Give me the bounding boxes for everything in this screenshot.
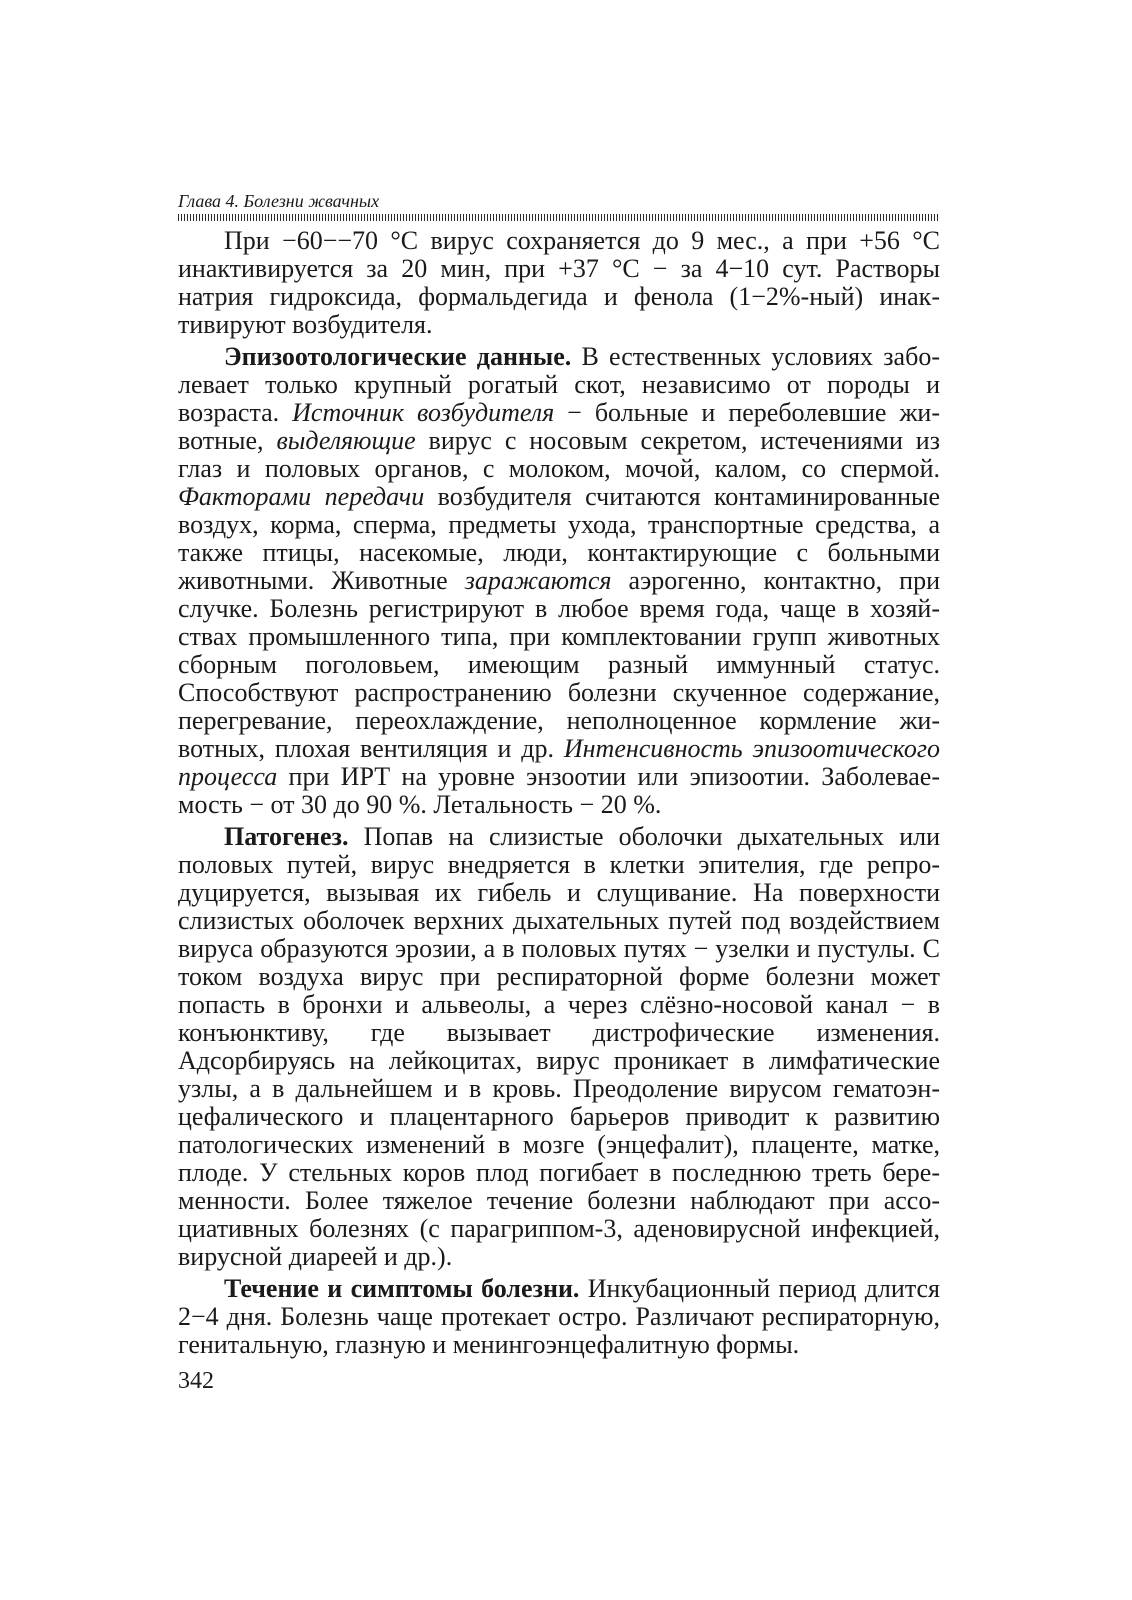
emphasis-term: заражаются (464, 566, 612, 595)
emphasis-term: Источник возбудителя (292, 398, 555, 427)
section-heading: Эпизоотологические данные. (224, 342, 572, 371)
paragraph-pathogenesis (178, 823, 940, 1271)
paragraph-virus-resistance (178, 227, 940, 339)
emphasis-term: Факторами передачи (178, 482, 425, 511)
page-number: 342 (178, 1368, 214, 1394)
emphasis-term: Интенсивность эпизоотического процесса (178, 734, 940, 791)
section-heading: Патогенез. (224, 822, 349, 851)
text-run: В естественных условиях заболевает только крупный рогатый скот, независимо от породы и возраста. (178, 342, 940, 427)
text-run: Инкубационный период длится 2−4 дня. Болезнь чаще протекает остро. Различают респираторную, генитальную, глазную и менингоэнцефалитную формы. (178, 1274, 940, 1359)
paragraph-epizootology (178, 343, 940, 819)
text-run: Попав на слизистые оболочки дыхательных или половых путей, вирус внедряется в клетки эпителия, где репродуцируется, вызывая их гибель и слущивание. На поверхности слизистых оболочек верхних дыхательных путей под воздействием вируса образуются эрозии, а в половых путях − узелки и пустулы. С током воздуха вирус при респираторной форме болезни может попасть в бронхи и альвеолы, а через слёзно-носовой канал − в конъюнктиву, где вызывает дистрофические изменения. Адсорбируясь на лейкоцитах, вирус проникает в лимфатические узлы, а в дальнейшем и в кровь. Преодоление вирусом гематоэнцефалического и плацентарного барьеров приводит к развитию патологических изменений в мозге (энцефалит), плаценте, матке, плоде. У стельных коров плод погибает в последнюю треть беременности. Более тяжелое течение болезни наблюдают при ассоциативных болезнях (с парагриппом-3, аденовирусной инфекцией, вирусной диареей и др.). (178, 822, 940, 1271)
paragraph-course-symptoms (178, 1275, 940, 1359)
text-run: аэрогенно, контактно, при случке. Болезнь регистрируют в любое время года, чаще в хозяйствах промышленного типа, при комплектовании групп животных сборным поголовьем, имеющим разный иммунный статус. Способствуют распространению болезни скученное содержание, перегревание, переохлаждение, неполноценное кормление животных, плохая вентиляция и др. (178, 566, 940, 763)
text-run: возбудителя считаются контаминированные воздух, корма, сперма, предметы ухода, транспортные средства, а также птицы, насекомые, люди, контактирующие с больными животными. Животные (178, 482, 941, 595)
section-heading: Течение и симптомы болезни. (224, 1274, 580, 1303)
book-page (178, 190, 940, 1395)
text-run: При −60−−70 °С вирус сохраняется до 9 мес., а при +56 °С инактивируется за 20 мин, при +37 °С − за 4−10 сут. Растворы натрия гидроксида, формальдегида и фенола (1−2%-ный) инактивируют возбудителя. (178, 226, 940, 339)
header-rule (178, 214, 940, 221)
body-text (178, 227, 940, 1359)
text-run: при ИРТ на уровне энзоотии или эпизоотии. Заболеваемость − от 30 до 90 %. Летальность − 20 %. (178, 762, 940, 819)
emphasis-term: выделяющие (276, 426, 416, 455)
text-run: вирус с носовым секретом, истечениями из глаз и половых органов, с молоком, мочой, калом, со спермой. (178, 426, 940, 483)
running-head: Глава 4. Болезни жвачных (178, 191, 380, 211)
text-run: − больные и переболевшие животные, (178, 398, 940, 455)
